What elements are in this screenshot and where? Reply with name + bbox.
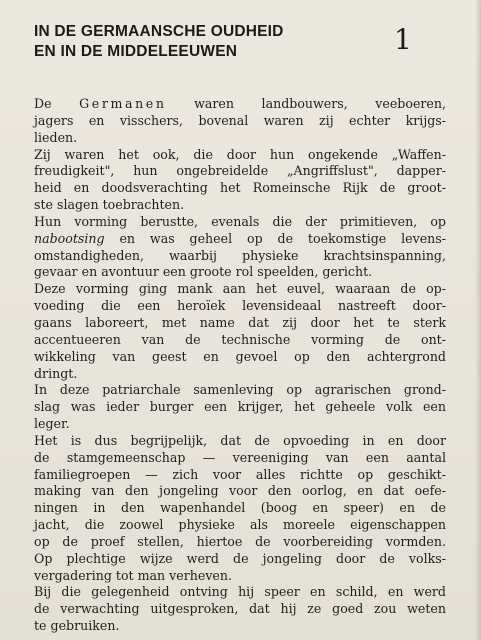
chapter-title-line: EN IN DE MIDDELEEUWEN (34, 43, 238, 60)
text-line: In deze patriarchale samenleving op agrarischen grond- (34, 382, 446, 398)
text-line: gaans laboreert, met name dat zij door het te sterk (34, 314, 446, 330)
text-line (34, 231, 446, 248)
text-line: te gebruiken. (34, 618, 120, 634)
text-line: voeding die een heroïek levensideaal nastreeft door- (34, 298, 446, 314)
text-line: omstandigheden, waarbij physieke krachtsinspanning, (34, 247, 446, 263)
text-line: Zij waren het ook, die door hun ongekende „Waffen- (34, 146, 446, 162)
text-line: gevaar en avontuur een groote rol speelden, gericht. (34, 264, 373, 280)
text-line: Bij die gelegenheid ontving hij speer en schild, en werd (34, 584, 446, 600)
text-line: slag was ieder burger een krijger, het geheele volk een (34, 399, 446, 415)
text-segment: De (34, 96, 80, 111)
text-line: ste slagen toebrachten. (34, 197, 185, 213)
paragraph (34, 382, 446, 433)
text-line: ningen in den wapenhandel (boog en speer) en de (34, 500, 446, 516)
paragraph (34, 433, 446, 585)
chapter-title (34, 22, 284, 62)
text-line: familiegroepen — zich voor alles richtte op geschikt- (34, 466, 446, 482)
paragraph (34, 281, 446, 382)
paragraph (34, 147, 446, 214)
text-line: op de proef stellen, hiertoe de voorbereiding vormden. (34, 533, 446, 549)
text-line: heid en doodsverachting het Romeinsche Rijk de groot- (34, 180, 446, 196)
paragraph (34, 214, 446, 281)
chapter-number: 1 (394, 23, 412, 56)
text-line: jacht, die zoowel physieke als moreele eigenschappen (34, 517, 446, 533)
body-text (34, 96, 446, 635)
paragraph (34, 96, 446, 147)
text-segment: Germanen (79, 96, 167, 111)
text-line: making van den jongeling voor den oorlog, en dat oefe- (34, 483, 446, 499)
text-line: de verwachting uitgesproken, dat hij ze goed zou weten (34, 601, 446, 617)
text-line: leger. (34, 416, 70, 432)
text-line (34, 96, 446, 113)
text-line: lieden. (34, 129, 78, 145)
text-line: jagers en visschers, bovenal waren zij echter krijgs- (34, 112, 446, 128)
text-line: Op plechtige wijze werd de jongeling door de volks- (34, 550, 446, 566)
page-edge-shadow (475, 0, 481, 640)
text-line: Het is dus begrijpelijk, dat de opvoeding in en door (34, 432, 446, 448)
text-line: vergadering tot man verheven. (34, 567, 233, 583)
text-segment: waren landbouwers, veeboeren, (166, 96, 446, 111)
text-line: de stamgemeenschap — vereeniging van een aantal (34, 449, 446, 465)
paragraph (34, 584, 446, 635)
chapter-title-line: IN DE GERMAANSCHE OUDHEID (34, 23, 284, 40)
text-line: Hun vorming berustte, evenals die der primitieven, op (34, 213, 446, 229)
text-line: accentueeren van de technische vorming de ont- (34, 331, 446, 347)
text-line: Deze vorming ging mank aan het euvel, waaraan de op- (34, 281, 446, 297)
text-line: wikkeling van geest en gevoel op den achtergrond (34, 348, 446, 364)
text-segment: en was geheel op de toekomstige levens- (104, 230, 446, 246)
text-line: dringt. (34, 365, 78, 381)
text-segment: nabootsing (34, 230, 105, 246)
text-line: freudigkeit", hun ongebreidelde „Angriffslust", dapper- (34, 163, 446, 179)
